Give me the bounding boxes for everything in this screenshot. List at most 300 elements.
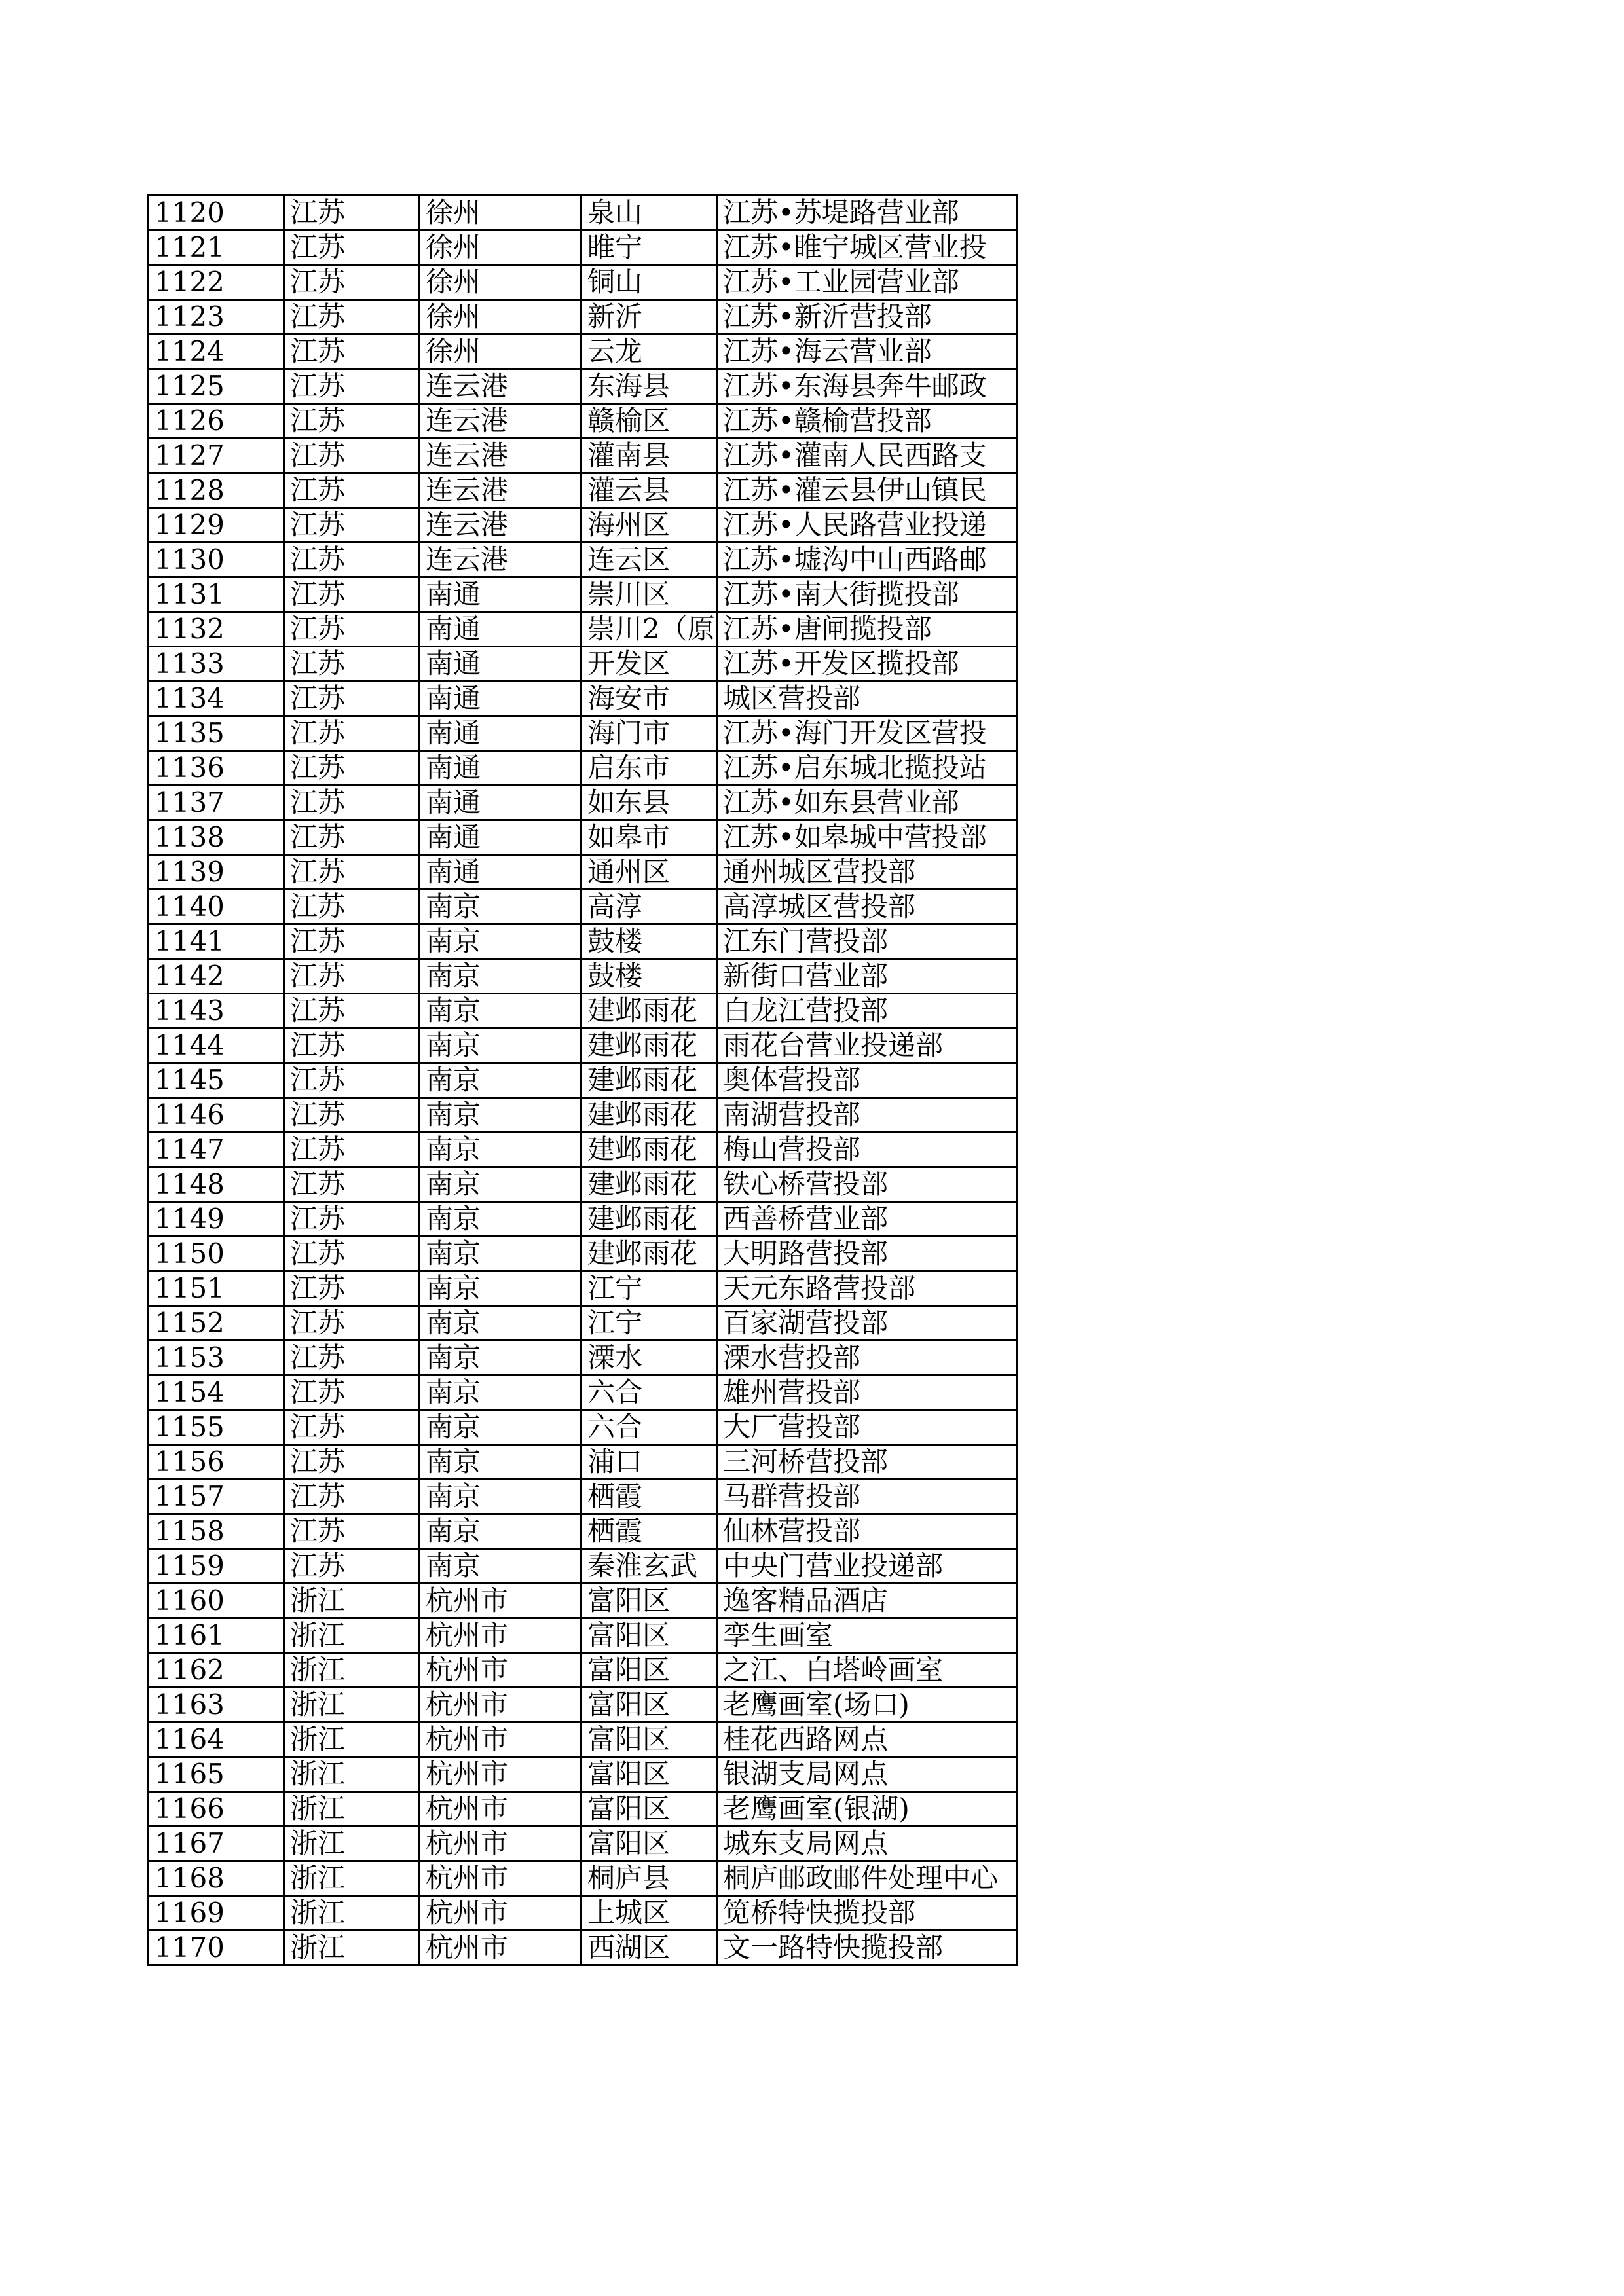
outlet-name-cell: 江苏•唐闸揽投部 bbox=[717, 612, 1018, 647]
district-cell: 建邺雨花 bbox=[581, 1202, 717, 1237]
city-cell: 南京 bbox=[420, 1549, 581, 1584]
district-cell: 六合 bbox=[581, 1410, 717, 1445]
outlet-name-cell: 江苏•如皋城中营投部 bbox=[717, 820, 1018, 855]
table-row bbox=[149, 1445, 1018, 1480]
district-cell: 六合 bbox=[581, 1376, 717, 1410]
table-row bbox=[149, 1792, 1018, 1827]
district-cell: 新沂 bbox=[581, 300, 717, 335]
province-cell: 江苏 bbox=[284, 1306, 420, 1341]
province-cell: 浙江 bbox=[284, 1931, 420, 1965]
row-id-cell: 1164 bbox=[149, 1722, 284, 1757]
city-cell: 杭州市 bbox=[420, 1931, 581, 1965]
table-row bbox=[149, 230, 1018, 265]
table-row bbox=[149, 1480, 1018, 1514]
outlet-name-cell: 仙林营投部 bbox=[717, 1514, 1018, 1549]
outlet-name-cell: 江苏•墟沟中山西路邮 bbox=[717, 543, 1018, 577]
outlet-name-cell: 溧水营投部 bbox=[717, 1341, 1018, 1376]
district-cell: 富阳区 bbox=[581, 1688, 717, 1722]
province-cell: 江苏 bbox=[284, 404, 420, 439]
city-cell: 杭州市 bbox=[420, 1688, 581, 1722]
row-id-cell: 1129 bbox=[149, 508, 284, 543]
province-cell: 江苏 bbox=[284, 439, 420, 473]
city-cell: 南京 bbox=[420, 1237, 581, 1271]
row-id-cell: 1139 bbox=[149, 855, 284, 890]
province-cell: 江苏 bbox=[284, 1480, 420, 1514]
table-row bbox=[149, 1549, 1018, 1584]
province-cell: 江苏 bbox=[284, 890, 420, 924]
table-row bbox=[149, 1306, 1018, 1341]
row-id-cell: 1151 bbox=[149, 1271, 284, 1306]
outlet-name-cell: 江苏•新沂营投部 bbox=[717, 300, 1018, 335]
province-cell: 江苏 bbox=[284, 543, 420, 577]
city-cell: 连云港 bbox=[420, 439, 581, 473]
row-id-cell: 1121 bbox=[149, 230, 284, 265]
outlet-name-cell: 江苏•人民路营业投递 bbox=[717, 508, 1018, 543]
row-id-cell: 1138 bbox=[149, 820, 284, 855]
city-cell: 南京 bbox=[420, 1514, 581, 1549]
province-cell: 江苏 bbox=[284, 786, 420, 820]
province-cell: 江苏 bbox=[284, 1098, 420, 1133]
city-cell: 徐州 bbox=[420, 230, 581, 265]
province-cell: 浙江 bbox=[284, 1827, 420, 1861]
province-cell: 江苏 bbox=[284, 1514, 420, 1549]
outlet-name-cell: 中央门营业投递部 bbox=[717, 1549, 1018, 1584]
province-cell: 江苏 bbox=[284, 1341, 420, 1376]
row-id-cell: 1140 bbox=[149, 890, 284, 924]
table-row bbox=[149, 1029, 1018, 1063]
city-cell: 连云港 bbox=[420, 508, 581, 543]
city-cell: 杭州市 bbox=[420, 1896, 581, 1931]
row-id-cell: 1158 bbox=[149, 1514, 284, 1549]
outlet-name-cell: 梅山营投部 bbox=[717, 1133, 1018, 1167]
outlet-name-cell: 江苏•开发区揽投部 bbox=[717, 647, 1018, 682]
city-cell: 杭州市 bbox=[420, 1861, 581, 1896]
city-cell: 南通 bbox=[420, 751, 581, 786]
city-cell: 杭州市 bbox=[420, 1584, 581, 1618]
province-cell: 江苏 bbox=[284, 1271, 420, 1306]
row-id-cell: 1122 bbox=[149, 265, 284, 300]
city-cell: 南京 bbox=[420, 1480, 581, 1514]
row-id-cell: 1130 bbox=[149, 543, 284, 577]
city-cell: 徐州 bbox=[420, 335, 581, 369]
table-row bbox=[149, 1167, 1018, 1202]
outlet-name-cell: 天元东路营投部 bbox=[717, 1271, 1018, 1306]
city-cell: 南通 bbox=[420, 612, 581, 647]
table-row bbox=[149, 1931, 1018, 1965]
table-row bbox=[149, 751, 1018, 786]
province-cell: 江苏 bbox=[284, 577, 420, 612]
district-cell: 秦淮玄武 bbox=[581, 1549, 717, 1584]
row-id-cell: 1170 bbox=[149, 1931, 284, 1965]
row-id-cell: 1160 bbox=[149, 1584, 284, 1618]
city-cell: 徐州 bbox=[420, 265, 581, 300]
row-id-cell: 1133 bbox=[149, 647, 284, 682]
table-row bbox=[149, 994, 1018, 1029]
outlet-name-cell: 江苏•赣榆营投部 bbox=[717, 404, 1018, 439]
province-cell: 浙江 bbox=[284, 1792, 420, 1827]
district-cell: 浦口 bbox=[581, 1445, 717, 1480]
outlet-name-cell: 江苏•苏堤路营业部 bbox=[717, 196, 1018, 230]
district-cell: 西湖区 bbox=[581, 1931, 717, 1965]
province-cell: 江苏 bbox=[284, 1445, 420, 1480]
district-cell: 栖霞 bbox=[581, 1480, 717, 1514]
province-cell: 江苏 bbox=[284, 1549, 420, 1584]
row-id-cell: 1146 bbox=[149, 1098, 284, 1133]
outlet-name-cell: 江苏•海门开发区营投 bbox=[717, 716, 1018, 751]
row-id-cell: 1148 bbox=[149, 1167, 284, 1202]
district-cell: 富阳区 bbox=[581, 1827, 717, 1861]
table-row bbox=[149, 716, 1018, 751]
outlet-name-cell: 江苏•灌云县伊山镇民 bbox=[717, 473, 1018, 508]
table-row bbox=[149, 577, 1018, 612]
province-cell: 江苏 bbox=[284, 1410, 420, 1445]
outlet-name-cell: 之江、白塔岭画室 bbox=[717, 1653, 1018, 1688]
district-cell: 溧水 bbox=[581, 1341, 717, 1376]
district-cell: 富阳区 bbox=[581, 1757, 717, 1792]
district-cell: 泉山 bbox=[581, 196, 717, 230]
district-cell: 海安市 bbox=[581, 682, 717, 716]
outlet-name-cell: 新街口营业部 bbox=[717, 959, 1018, 994]
row-id-cell: 1131 bbox=[149, 577, 284, 612]
table-row bbox=[149, 1827, 1018, 1861]
row-id-cell: 1166 bbox=[149, 1792, 284, 1827]
district-cell: 开发区 bbox=[581, 647, 717, 682]
outlet-name-cell: 三河桥营投部 bbox=[717, 1445, 1018, 1480]
city-cell: 南通 bbox=[420, 716, 581, 751]
city-cell: 南通 bbox=[420, 577, 581, 612]
district-cell: 高淳 bbox=[581, 890, 717, 924]
outlet-name-cell: 白龙江营投部 bbox=[717, 994, 1018, 1029]
table-row bbox=[149, 612, 1018, 647]
outlet-name-cell: 江东门营投部 bbox=[717, 924, 1018, 959]
city-cell: 南京 bbox=[420, 1271, 581, 1306]
outlet-name-cell: 文一路特快揽投部 bbox=[717, 1931, 1018, 1965]
row-id-cell: 1134 bbox=[149, 682, 284, 716]
city-cell: 南京 bbox=[420, 1167, 581, 1202]
row-id-cell: 1123 bbox=[149, 300, 284, 335]
outlet-name-cell: 桐庐邮政邮件处理中心 bbox=[717, 1861, 1018, 1896]
outlet-name-cell: 百家湖营投部 bbox=[717, 1306, 1018, 1341]
table-row bbox=[149, 855, 1018, 890]
table-row bbox=[149, 473, 1018, 508]
province-cell: 江苏 bbox=[284, 1237, 420, 1271]
table-row bbox=[149, 1133, 1018, 1167]
province-cell: 江苏 bbox=[284, 820, 420, 855]
city-cell: 南京 bbox=[420, 1133, 581, 1167]
district-cell: 海州区 bbox=[581, 508, 717, 543]
outlet-name-cell: 奥体营投部 bbox=[717, 1063, 1018, 1098]
district-cell: 富阳区 bbox=[581, 1618, 717, 1653]
row-id-cell: 1128 bbox=[149, 473, 284, 508]
district-cell: 江宁 bbox=[581, 1271, 717, 1306]
province-cell: 江苏 bbox=[284, 230, 420, 265]
row-id-cell: 1141 bbox=[149, 924, 284, 959]
city-cell: 徐州 bbox=[420, 300, 581, 335]
district-cell: 崇川2（原 bbox=[581, 612, 717, 647]
row-id-cell: 1120 bbox=[149, 196, 284, 230]
city-cell: 南京 bbox=[420, 924, 581, 959]
table-row bbox=[149, 508, 1018, 543]
table-row bbox=[149, 1202, 1018, 1237]
district-cell: 鼓楼 bbox=[581, 924, 717, 959]
city-cell: 南京 bbox=[420, 1202, 581, 1237]
table-row bbox=[149, 1861, 1018, 1896]
table-row bbox=[149, 786, 1018, 820]
city-cell: 南京 bbox=[420, 1410, 581, 1445]
row-id-cell: 1136 bbox=[149, 751, 284, 786]
district-cell: 云龙 bbox=[581, 335, 717, 369]
row-id-cell: 1149 bbox=[149, 1202, 284, 1237]
province-cell: 江苏 bbox=[284, 369, 420, 404]
district-cell: 富阳区 bbox=[581, 1653, 717, 1688]
outlet-name-cell: 江苏•工业园营业部 bbox=[717, 265, 1018, 300]
outlet-name-cell: 城东支局网点 bbox=[717, 1827, 1018, 1861]
outlet-name-cell: 江苏•海云营业部 bbox=[717, 335, 1018, 369]
province-cell: 浙江 bbox=[284, 1722, 420, 1757]
row-id-cell: 1154 bbox=[149, 1376, 284, 1410]
district-cell: 通州区 bbox=[581, 855, 717, 890]
district-cell: 建邺雨花 bbox=[581, 1029, 717, 1063]
province-cell: 江苏 bbox=[284, 994, 420, 1029]
city-cell: 连云港 bbox=[420, 473, 581, 508]
city-cell: 南京 bbox=[420, 1098, 581, 1133]
province-cell: 江苏 bbox=[284, 508, 420, 543]
district-cell: 富阳区 bbox=[581, 1792, 717, 1827]
outlet-name-cell: 江苏•东海县奔牛邮政 bbox=[717, 369, 1018, 404]
city-cell: 杭州市 bbox=[420, 1792, 581, 1827]
row-id-cell: 1144 bbox=[149, 1029, 284, 1063]
province-cell: 浙江 bbox=[284, 1861, 420, 1896]
district-cell: 建邺雨花 bbox=[581, 1063, 717, 1098]
district-cell: 建邺雨花 bbox=[581, 1237, 717, 1271]
province-cell: 江苏 bbox=[284, 300, 420, 335]
outlet-name-cell: 西善桥营业部 bbox=[717, 1202, 1018, 1237]
province-cell: 江苏 bbox=[284, 612, 420, 647]
table-row bbox=[149, 1341, 1018, 1376]
table-row bbox=[149, 404, 1018, 439]
province-cell: 浙江 bbox=[284, 1688, 420, 1722]
table-row bbox=[149, 1237, 1018, 1271]
table-row bbox=[149, 890, 1018, 924]
table-row bbox=[149, 369, 1018, 404]
province-cell: 江苏 bbox=[284, 959, 420, 994]
table-row bbox=[149, 1618, 1018, 1653]
city-cell: 南京 bbox=[420, 1029, 581, 1063]
outlet-name-cell: 马群营投部 bbox=[717, 1480, 1018, 1514]
row-id-cell: 1132 bbox=[149, 612, 284, 647]
row-id-cell: 1126 bbox=[149, 404, 284, 439]
district-cell: 桐庐县 bbox=[581, 1861, 717, 1896]
city-cell: 南京 bbox=[420, 1306, 581, 1341]
district-cell: 富阳区 bbox=[581, 1722, 717, 1757]
table-row bbox=[149, 1063, 1018, 1098]
outlet-name-cell: 通州城区营投部 bbox=[717, 855, 1018, 890]
province-cell: 江苏 bbox=[284, 1202, 420, 1237]
outlet-name-cell: 江苏•睢宁城区营业投 bbox=[717, 230, 1018, 265]
table-row bbox=[149, 1376, 1018, 1410]
city-cell: 南京 bbox=[420, 1376, 581, 1410]
outlet-name-cell: 桂花西路网点 bbox=[717, 1722, 1018, 1757]
district-cell: 崇川区 bbox=[581, 577, 717, 612]
row-id-cell: 1162 bbox=[149, 1653, 284, 1688]
district-cell: 富阳区 bbox=[581, 1584, 717, 1618]
city-cell: 南通 bbox=[420, 682, 581, 716]
table-row bbox=[149, 1271, 1018, 1306]
district-cell: 鼓楼 bbox=[581, 959, 717, 994]
outlet-name-cell: 老鹰画室(场口) bbox=[717, 1688, 1018, 1722]
district-cell: 上城区 bbox=[581, 1896, 717, 1931]
data-table bbox=[147, 194, 1018, 1966]
outlet-name-cell: 银湖支局网点 bbox=[717, 1757, 1018, 1792]
table-row bbox=[149, 1410, 1018, 1445]
row-id-cell: 1135 bbox=[149, 716, 284, 751]
table-row bbox=[149, 439, 1018, 473]
city-cell: 南京 bbox=[420, 994, 581, 1029]
row-id-cell: 1167 bbox=[149, 1827, 284, 1861]
row-id-cell: 1124 bbox=[149, 335, 284, 369]
table-row bbox=[149, 1584, 1018, 1618]
province-cell: 浙江 bbox=[284, 1618, 420, 1653]
province-cell: 江苏 bbox=[284, 1133, 420, 1167]
province-cell: 江苏 bbox=[284, 682, 420, 716]
province-cell: 江苏 bbox=[284, 855, 420, 890]
table-row bbox=[149, 1896, 1018, 1931]
row-id-cell: 1152 bbox=[149, 1306, 284, 1341]
district-cell: 建邺雨花 bbox=[581, 1098, 717, 1133]
district-cell: 江宁 bbox=[581, 1306, 717, 1341]
table-row bbox=[149, 196, 1018, 230]
table-row bbox=[149, 1722, 1018, 1757]
outlet-name-cell: 笕桥特快揽投部 bbox=[717, 1896, 1018, 1931]
district-cell: 如皋市 bbox=[581, 820, 717, 855]
district-cell: 灌南县 bbox=[581, 439, 717, 473]
row-id-cell: 1137 bbox=[149, 786, 284, 820]
district-cell: 建邺雨花 bbox=[581, 994, 717, 1029]
table-row bbox=[149, 959, 1018, 994]
outlet-name-cell: 高淳城区营投部 bbox=[717, 890, 1018, 924]
outlet-name-cell: 江苏•灌南人民西路支 bbox=[717, 439, 1018, 473]
outlet-name-cell: 老鹰画室(银湖) bbox=[717, 1792, 1018, 1827]
district-cell: 赣榆区 bbox=[581, 404, 717, 439]
city-cell: 南京 bbox=[420, 1341, 581, 1376]
outlet-name-cell: 江苏•如东县营业部 bbox=[717, 786, 1018, 820]
row-id-cell: 1169 bbox=[149, 1896, 284, 1931]
table-row bbox=[149, 1514, 1018, 1549]
district-cell: 灌云县 bbox=[581, 473, 717, 508]
row-id-cell: 1155 bbox=[149, 1410, 284, 1445]
district-cell: 海门市 bbox=[581, 716, 717, 751]
district-cell: 建邺雨花 bbox=[581, 1133, 717, 1167]
city-cell: 南京 bbox=[420, 959, 581, 994]
district-cell: 东海县 bbox=[581, 369, 717, 404]
province-cell: 江苏 bbox=[284, 1063, 420, 1098]
outlet-name-cell: 城区营投部 bbox=[717, 682, 1018, 716]
city-cell: 连云港 bbox=[420, 543, 581, 577]
table-row bbox=[149, 1688, 1018, 1722]
outlet-name-cell: 逸客精品酒店 bbox=[717, 1584, 1018, 1618]
table-row bbox=[149, 682, 1018, 716]
outlet-name-cell: 大厂营投部 bbox=[717, 1410, 1018, 1445]
province-cell: 浙江 bbox=[284, 1757, 420, 1792]
city-cell: 南京 bbox=[420, 1445, 581, 1480]
outlet-name-cell: 雄州营投部 bbox=[717, 1376, 1018, 1410]
table-row bbox=[149, 924, 1018, 959]
province-cell: 江苏 bbox=[284, 196, 420, 230]
table-row bbox=[149, 335, 1018, 369]
row-id-cell: 1125 bbox=[149, 369, 284, 404]
row-id-cell: 1163 bbox=[149, 1688, 284, 1722]
district-cell: 睢宁 bbox=[581, 230, 717, 265]
district-cell: 栖霞 bbox=[581, 1514, 717, 1549]
city-cell: 南通 bbox=[420, 786, 581, 820]
city-cell: 连云港 bbox=[420, 404, 581, 439]
table-row bbox=[149, 1653, 1018, 1688]
row-id-cell: 1145 bbox=[149, 1063, 284, 1098]
row-id-cell: 1127 bbox=[149, 439, 284, 473]
outlet-name-cell: 江苏•启东城北揽投站 bbox=[717, 751, 1018, 786]
city-cell: 徐州 bbox=[420, 196, 581, 230]
row-id-cell: 1161 bbox=[149, 1618, 284, 1653]
city-cell: 杭州市 bbox=[420, 1757, 581, 1792]
city-cell: 南京 bbox=[420, 890, 581, 924]
district-cell: 铜山 bbox=[581, 265, 717, 300]
city-cell: 杭州市 bbox=[420, 1618, 581, 1653]
province-cell: 浙江 bbox=[284, 1653, 420, 1688]
table-body bbox=[149, 196, 1018, 1965]
row-id-cell: 1153 bbox=[149, 1341, 284, 1376]
table-row bbox=[149, 820, 1018, 855]
outlet-name-cell: 南湖营投部 bbox=[717, 1098, 1018, 1133]
row-id-cell: 1150 bbox=[149, 1237, 284, 1271]
city-cell: 杭州市 bbox=[420, 1722, 581, 1757]
city-cell: 南通 bbox=[420, 820, 581, 855]
row-id-cell: 1168 bbox=[149, 1861, 284, 1896]
district-cell: 建邺雨花 bbox=[581, 1167, 717, 1202]
district-cell: 启东市 bbox=[581, 751, 717, 786]
province-cell: 江苏 bbox=[284, 924, 420, 959]
table-row bbox=[149, 265, 1018, 300]
province-cell: 江苏 bbox=[284, 335, 420, 369]
province-cell: 浙江 bbox=[284, 1584, 420, 1618]
outlet-name-cell: 孪生画室 bbox=[717, 1618, 1018, 1653]
province-cell: 江苏 bbox=[284, 265, 420, 300]
district-cell: 如东县 bbox=[581, 786, 717, 820]
city-cell: 杭州市 bbox=[420, 1827, 581, 1861]
province-cell: 江苏 bbox=[284, 1167, 420, 1202]
city-cell: 南通 bbox=[420, 855, 581, 890]
province-cell: 江苏 bbox=[284, 1376, 420, 1410]
province-cell: 江苏 bbox=[284, 751, 420, 786]
table-row bbox=[149, 543, 1018, 577]
city-cell: 南通 bbox=[420, 647, 581, 682]
city-cell: 连云港 bbox=[420, 369, 581, 404]
province-cell: 江苏 bbox=[284, 1029, 420, 1063]
province-cell: 江苏 bbox=[284, 716, 420, 751]
row-id-cell: 1147 bbox=[149, 1133, 284, 1167]
province-cell: 浙江 bbox=[284, 1896, 420, 1931]
outlet-name-cell: 江苏•南大街揽投部 bbox=[717, 577, 1018, 612]
outlet-name-cell: 大明路营投部 bbox=[717, 1237, 1018, 1271]
row-id-cell: 1143 bbox=[149, 994, 284, 1029]
city-cell: 杭州市 bbox=[420, 1653, 581, 1688]
row-id-cell: 1156 bbox=[149, 1445, 284, 1480]
city-cell: 南京 bbox=[420, 1063, 581, 1098]
province-cell: 江苏 bbox=[284, 473, 420, 508]
table-row bbox=[149, 1757, 1018, 1792]
district-cell: 连云区 bbox=[581, 543, 717, 577]
outlet-name-cell: 铁心桥营投部 bbox=[717, 1167, 1018, 1202]
outlet-name-cell: 雨花台营业投递部 bbox=[717, 1029, 1018, 1063]
